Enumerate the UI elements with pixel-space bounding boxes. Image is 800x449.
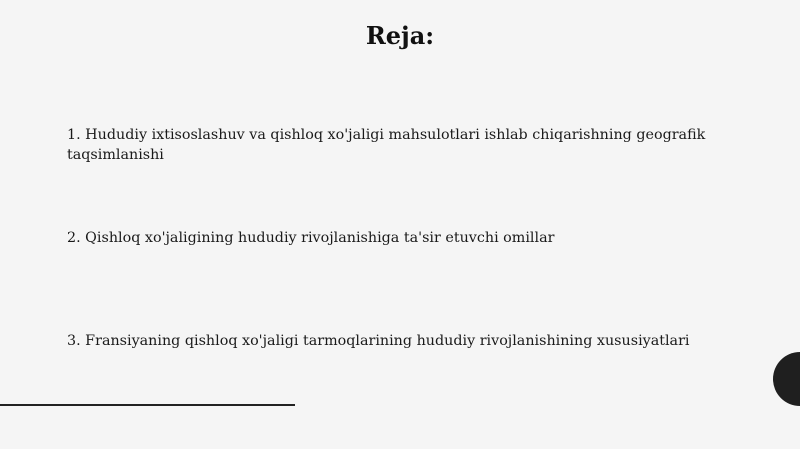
decorative-divider — [0, 404, 295, 406]
slide-title: Reja: — [365, 21, 435, 50]
agenda-item-2: 2. Qishloq xo'jaligining hududiy rivojlanishiga ta'sir etuvchi omillar — [67, 230, 555, 246]
agenda-item-1: 1. Hududiy ixtisoslashuv va qishloq xo'jaligi mahsulotlari ishlab chiqarishning geografik taqsimlanishi — [67, 127, 706, 163]
decorative-circle-shape — [773, 352, 800, 406]
agenda-item-3: 3. Fransiyaning qishloq xo'jaligi tarmoqlarining hududiy rivojlanishining xususiyatlari — [67, 333, 690, 349]
